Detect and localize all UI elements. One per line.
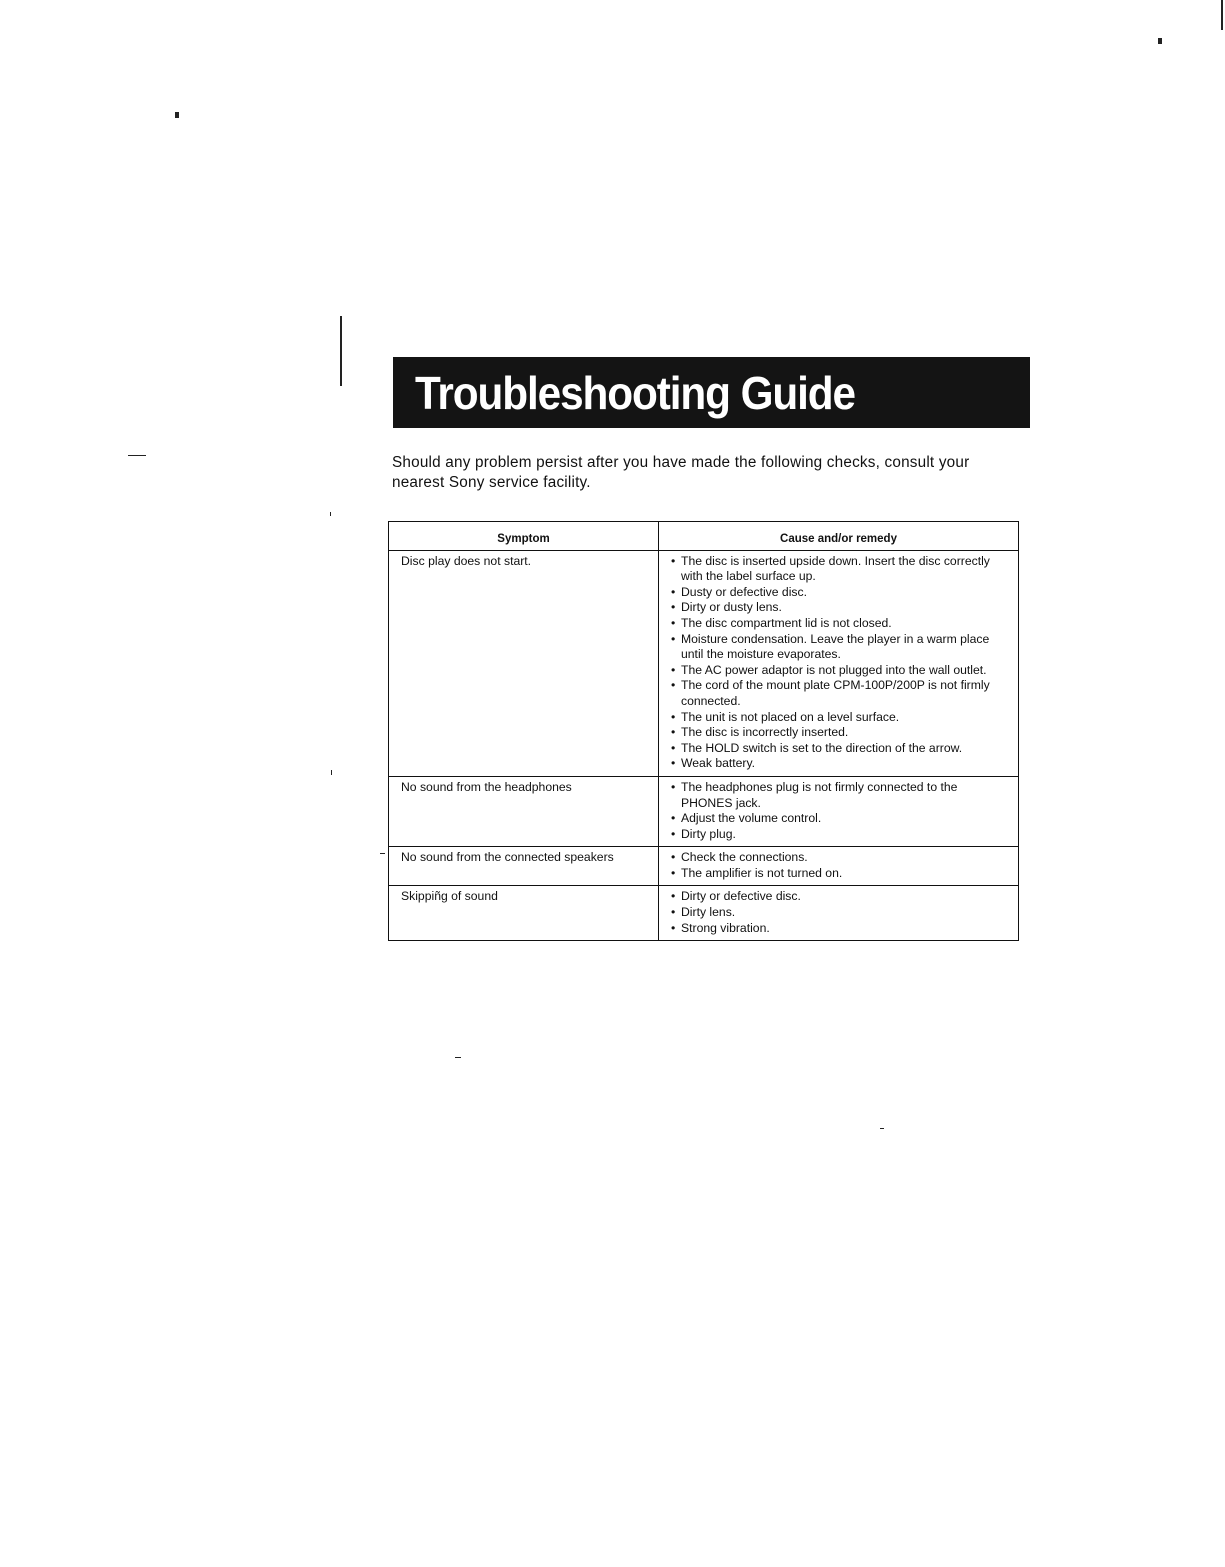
- remedy-item: • Dirty plug.: [671, 827, 1010, 843]
- scan-artifact: [380, 853, 385, 854]
- table-row: [389, 847, 1019, 886]
- scan-artifact: [175, 112, 179, 118]
- table-header-row: [389, 522, 1019, 551]
- symptom-cell: Disc play does not start.: [389, 550, 659, 776]
- remedy-cell: [659, 776, 1019, 846]
- remedy-item: • Dirty or dusty lens.: [671, 600, 1010, 616]
- remedy-list: [671, 850, 1010, 881]
- scan-artifact: [128, 455, 146, 456]
- remedy-item: • Dirty or defective disc.: [671, 889, 1010, 905]
- page-title: Troubleshooting Guide: [415, 366, 855, 419]
- remedy-item: • The disc is incorrectly inserted.: [671, 725, 1010, 741]
- scan-artifact: [330, 512, 331, 516]
- scan-artifact: [331, 770, 332, 775]
- remedy-item: • The HOLD switch is set to the direction of the arrow.: [671, 741, 1010, 757]
- scan-artifact: [1221, 0, 1223, 30]
- table-row: [389, 886, 1019, 941]
- remedy-item: • The unit is not placed on a level surface.: [671, 710, 1010, 726]
- scan-artifact: [340, 316, 342, 386]
- remedy-item: • Strong vibration.: [671, 921, 1010, 937]
- remedy-item: • Dirty lens.: [671, 905, 1010, 921]
- remedy-item: • Adjust the volume control.: [671, 811, 1010, 827]
- remedy-cell: [659, 847, 1019, 886]
- title-banner: [393, 357, 1030, 428]
- remedy-item: • The AC power adaptor is not plugged into the wall outlet.: [671, 663, 1010, 679]
- column-header-remedy: Cause and/or remedy: [659, 522, 1019, 551]
- intro-paragraph: Should any problem persist after you have made the following checks, consult your nearest Sony service facility.: [392, 454, 970, 491]
- remedy-cell: [659, 550, 1019, 776]
- table-row: [389, 776, 1019, 846]
- remedy-item: • Weak battery.: [671, 756, 1010, 772]
- remedy-item: • The disc is inserted upside down. Insert the disc correctly with the label surface up.: [671, 554, 1010, 585]
- scan-artifact: [880, 1128, 884, 1129]
- remedy-item: • Dusty or defective disc.: [671, 585, 1010, 601]
- remedy-item: • Moisture condensation. Leave the player in a warm place until the moisture evaporates.: [671, 632, 1010, 663]
- remedy-item: • The headphones plug is not firmly connected to the PHONES jack.: [671, 780, 1010, 811]
- table-row: [389, 550, 1019, 776]
- remedy-item: • The amplifier is not turned on.: [671, 866, 1010, 882]
- symptom-cell: Skippiñg of sound: [389, 886, 659, 941]
- remedy-list: [671, 889, 1010, 936]
- remedy-item: • The disc compartment lid is not closed.: [671, 616, 1010, 632]
- column-header-symptom: Symptom: [389, 522, 659, 551]
- remedy-item: • The cord of the mount plate CPM-100P/200P is not firmly connected.: [671, 678, 1010, 709]
- troubleshooting-table: [388, 521, 1019, 941]
- scan-artifact: [1158, 38, 1162, 44]
- symptom-cell: No sound from the headphones: [389, 776, 659, 846]
- remedy-item: • Check the connections.: [671, 850, 1010, 866]
- remedy-cell: [659, 886, 1019, 941]
- symptom-cell: No sound from the connected speakers: [389, 847, 659, 886]
- remedy-list: [671, 780, 1010, 842]
- remedy-list: [671, 554, 1010, 772]
- scan-artifact: [455, 1057, 461, 1058]
